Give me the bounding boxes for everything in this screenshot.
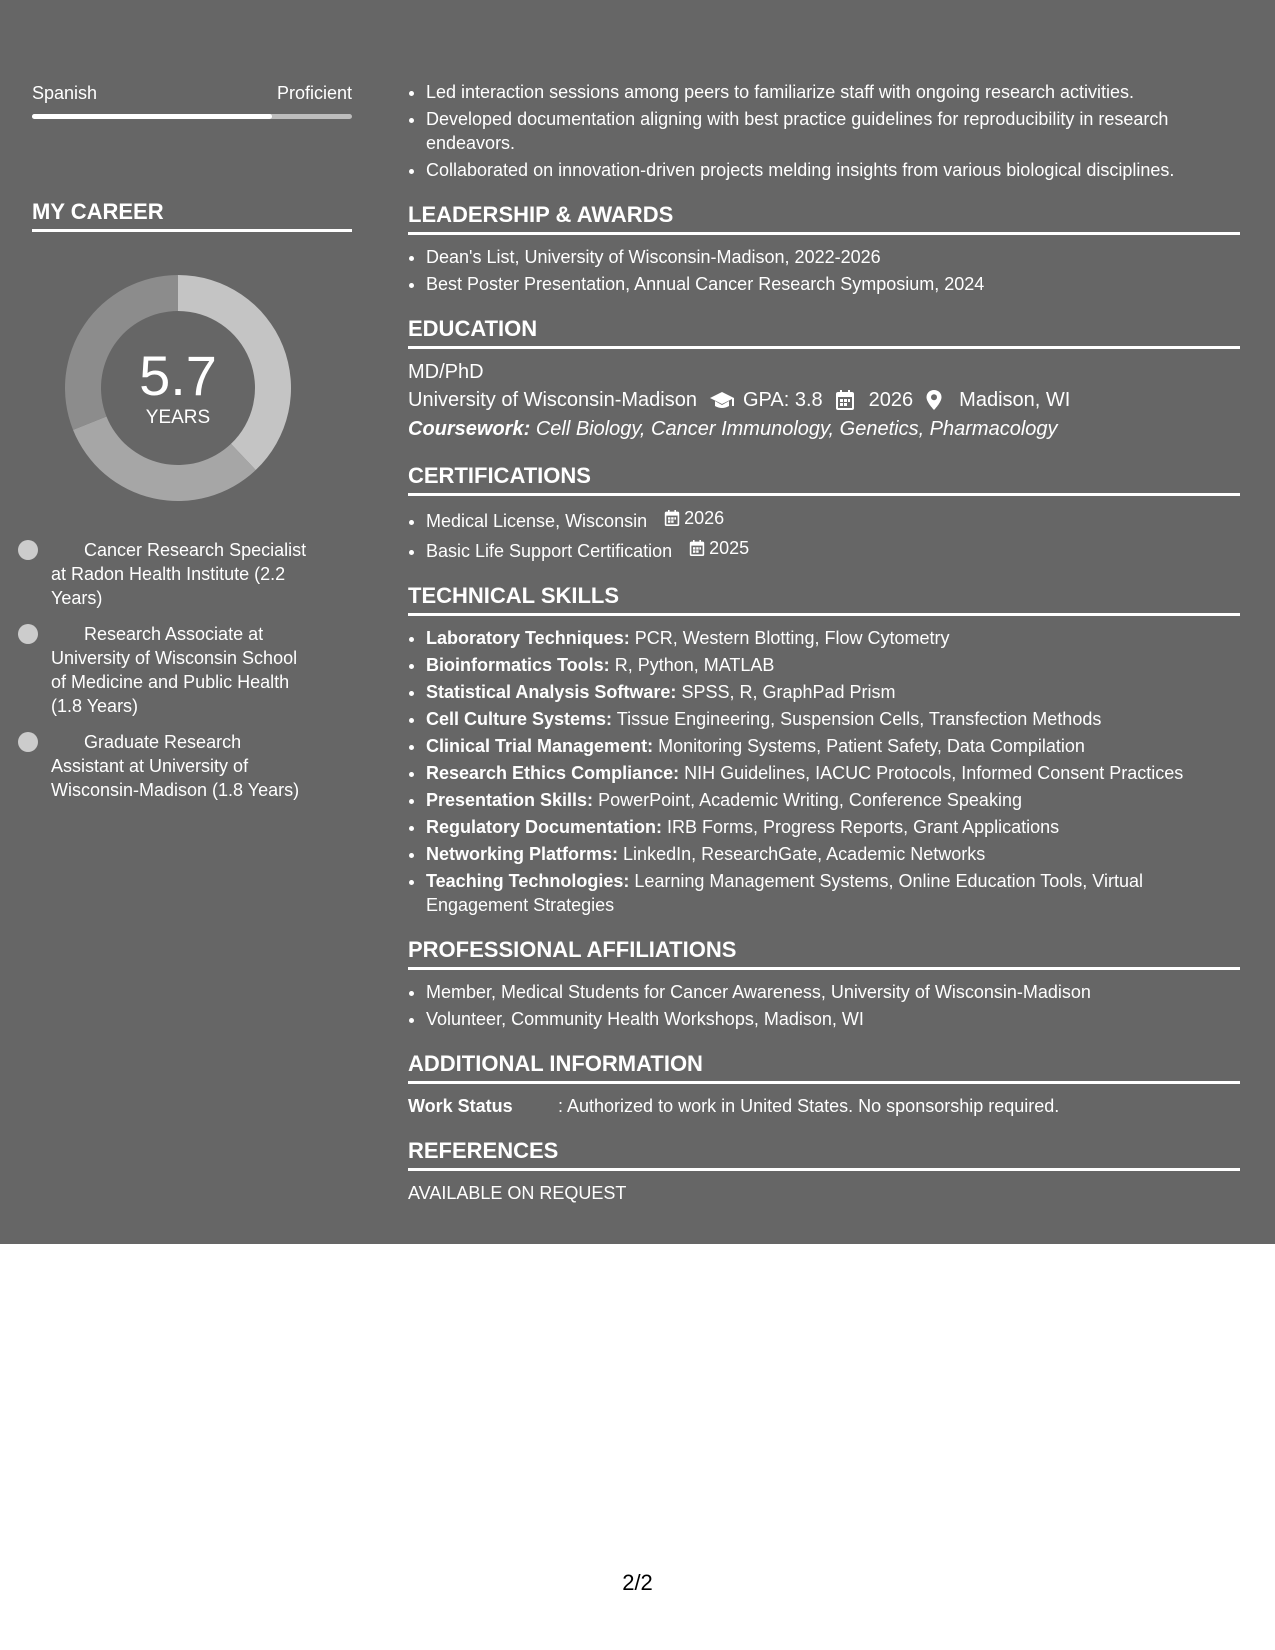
language-level: Proficient [276, 83, 352, 103]
language-level-fill [32, 114, 272, 119]
experience-bullets [408, 80, 1240, 182]
skill-label: Networking Platforms: [426, 844, 619, 864]
skill-value: NIH Guidelines, IACUC Protocols, Informed Consent Practices [684, 763, 1184, 783]
skill-value: R, Python, MATLAB [614, 655, 775, 675]
skill-value: Learning Management Systems, Online Education Tools, Virtual Engagement Strategies [426, 871, 1143, 915]
work-status-row [408, 1094, 1240, 1118]
skill-label: Research Ethics Compliance: [426, 763, 680, 783]
career-total [64, 344, 292, 430]
skill-item [426, 788, 1240, 812]
skill-label: Statistical Analysis Software: [426, 682, 677, 702]
work-status-label: Work Status [408, 1096, 513, 1116]
right-column [408, 80, 1240, 1205]
skill-item [426, 626, 1240, 650]
career-donut-chart [64, 274, 292, 502]
award-item: • Best Poster Presentation, Annual Cancer Research Symposium, 2024 [426, 272, 1240, 296]
skill-item [426, 680, 1240, 704]
certifications-title: CERTIFICATIONS [408, 463, 1240, 496]
affiliation-item: • Volunteer, Community Health Workshops, Madison, WI [426, 1007, 1240, 1031]
skill-label: Teaching Technologies: [426, 871, 630, 891]
education-details [408, 385, 1240, 415]
skill-value: SPSS, R, GraphPad Prism [681, 682, 896, 702]
skills-title: TECHNICAL SKILLS [408, 583, 1240, 616]
certification-item [426, 536, 1240, 563]
education-school: University of Wisconsin-Madison [408, 389, 697, 411]
skill-label: Regulatory Documentation: [426, 817, 663, 837]
language-level-bar [32, 114, 352, 119]
calendar-icon [664, 509, 680, 527]
experience-bullet: • Developed documentation aligning with best practice guidelines for reproducibility in research endeavors. [426, 107, 1240, 155]
references-title: REFERENCES [408, 1138, 1240, 1171]
career-item-text: Graduate Research Assistant at University of Wisconsin-Madison (1.8 Years) [51, 732, 300, 800]
affiliations-list [408, 980, 1240, 1031]
calendar-icon [689, 539, 705, 557]
awards-title: LEADERSHIP & AWARDS [408, 202, 1240, 235]
certification-date [664, 506, 724, 530]
skill-label: Cell Culture Systems: [426, 709, 613, 729]
left-column [32, 82, 352, 814]
career-total-unit: YEARS [145, 407, 211, 428]
affiliation-item: • Member, Medical Students for Cancer Awareness, University of Wisconsin-Madison [426, 980, 1240, 1004]
career-list [32, 538, 316, 802]
career-item-text: Research Associate at University of Wisconsin School of Medicine and Public Health (1.8 Years) [51, 624, 298, 716]
certifications-list [408, 506, 1240, 563]
education-degree: MD/PhD [408, 361, 484, 383]
certification-year: 2026 [684, 508, 725, 528]
certification-name: Medical License, Wisconsin [426, 511, 648, 531]
skill-item [426, 815, 1240, 839]
skill-label: Laboratory Techniques: [426, 628, 630, 648]
award-item: • Dean's List, University of Wisconsin-Madison, 2022-2026 [426, 245, 1240, 269]
graduation-cap-icon [709, 389, 733, 411]
career-item-text: Cancer Research Specialist at Radon Health Institute (2.2 Years) [51, 540, 307, 608]
awards-list [408, 245, 1240, 296]
skill-item [426, 869, 1240, 917]
skill-label: Bioinformatics Tools: [426, 655, 610, 675]
education-year: 2026 [868, 389, 914, 411]
skill-item [426, 761, 1240, 785]
education-coursework [408, 415, 1240, 443]
career-heading: MY CAREER [32, 199, 352, 232]
coursework-value: Cell Biology, Cancer Immunology, Genetics, Pharmacology [535, 418, 1058, 440]
certification-year: 2025 [709, 538, 750, 558]
language-name: Spanish [32, 83, 98, 103]
certification-item [426, 506, 1240, 533]
education-location: Madison, WI [959, 389, 1071, 411]
coursework-label: Coursework: [408, 418, 531, 440]
skills-list [408, 626, 1240, 917]
map-pin-icon [925, 389, 949, 411]
language-row [32, 82, 352, 104]
career-item [51, 730, 316, 802]
career-dot-icon [18, 624, 38, 644]
skill-label: Presentation Skills: [426, 790, 594, 810]
skill-value: LinkedIn, ResearchGate, Academic Networks [623, 844, 986, 864]
skill-item [426, 653, 1240, 677]
calendar-icon [835, 389, 859, 411]
certification-name: Basic Life Support Certification [426, 541, 673, 561]
education-gpa: GPA: 3.8 [742, 389, 823, 411]
skill-value: Tissue Engineering, Suspension Cells, Transfection Methods [616, 709, 1102, 729]
experience-bullet: • Led interaction sessions among peers to familiarize staff with ongoing research activities. [426, 80, 1240, 104]
education-title: EDUCATION [408, 316, 1240, 349]
career-item [51, 538, 316, 610]
skill-value: IRB Forms, Progress Reports, Grant Applications [667, 817, 1060, 837]
career-item [51, 622, 316, 718]
certification-date [689, 536, 749, 560]
skill-item [426, 842, 1240, 866]
career-dot-icon [18, 540, 38, 560]
additional-info-title: ADDITIONAL INFORMATION [408, 1051, 1240, 1084]
skill-value: Monitoring Systems, Patient Safety, Data Compilation [658, 736, 1085, 756]
references-text: AVAILABLE ON REQUEST [408, 1183, 627, 1203]
skill-item [426, 734, 1240, 758]
experience-bullet: • Collaborated on innovation-driven projects melding insights from various biological disciplines. [426, 158, 1240, 182]
skill-item [426, 707, 1240, 731]
work-status-value: : Authorized to work in United States. No sponsorship required. [558, 1096, 1060, 1116]
skill-value: PCR, Western Blotting, Flow Cytometry [634, 628, 950, 648]
career-dot-icon [18, 732, 38, 752]
affiliations-title: PROFESSIONAL AFFILIATIONS [408, 937, 1240, 970]
skill-label: Clinical Trial Management: [426, 736, 654, 756]
page-number: 2/2 [622, 1570, 653, 1595]
career-total-value: 5.7 [139, 344, 217, 407]
skill-value: PowerPoint, Academic Writing, Conference Speaking [598, 790, 1022, 810]
